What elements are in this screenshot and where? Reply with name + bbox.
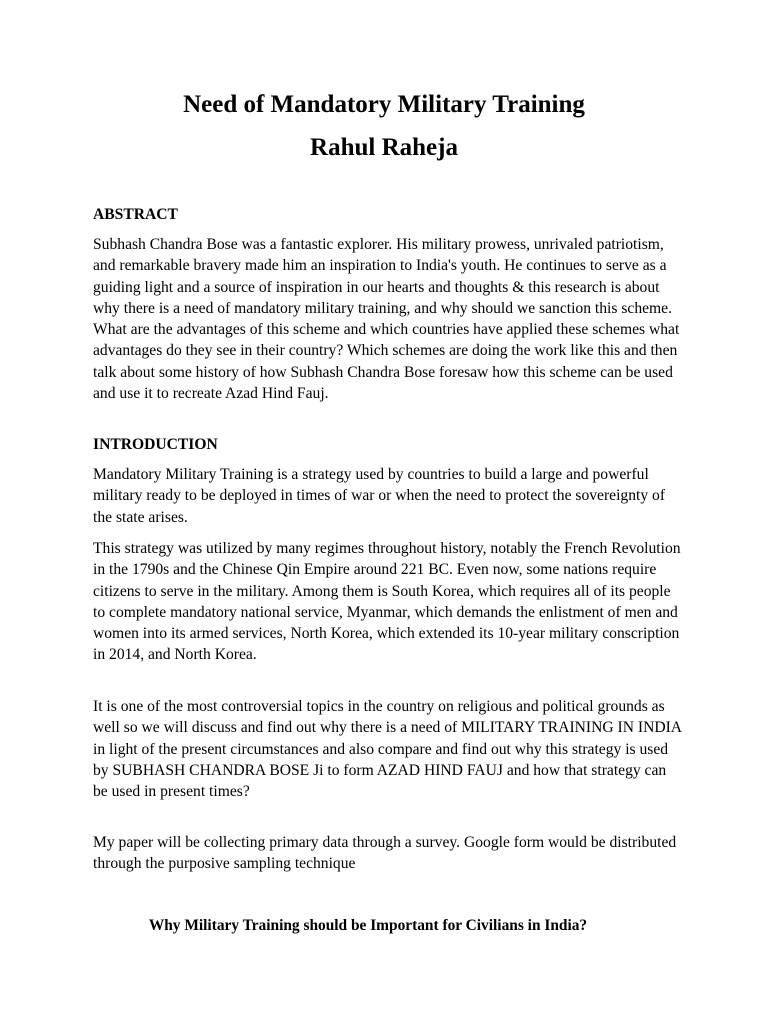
- abstract-paragraph: Subhash Chandra Bose was a fantastic explorer. His military prowess, unrivaled patriotism, and remarkable bravery made him an inspiration to India's youth. He continues to serve as a guiding light and a source of inspiration in our hearts and thoughts & this research is about why there is a need of mandatory military training, and why should we sanction this scheme. What are the advantages of this scheme and which countries have applied these schemes what advantages do they see in their country? Which schemes are doing the work like this and then talk about some history of how Subhash Chandra Bose foresaw how this scheme can be used and use it to recreate Azad Hind Fauj.: [93, 236, 680, 403]
- introduction-paragraph-3: It is one of the most controversial topics in the country on religious and political grounds as well so we will discuss and find out why there is a need of MILITARY TRAINING IN INDIA in light of the present circumstances and also compare and find out why this strategy is used by SUBHASH CHANDRA BOSE Ji to form AZAD HIND FAUJ and how that strategy can be used in present times?: [93, 698, 682, 801]
- abstract-heading: ABSTRACT: [93, 206, 178, 223]
- section-heading-military-training-importance: Why Military Training should be Important for Civilians in India?: [148, 917, 588, 934]
- introduction-paragraph-1: Mandatory Military Training is a strategy used by countries to build a large and powerful military ready to be deployed in times of war or when the need to protect the sovereignty of the state arises.: [93, 466, 666, 526]
- paper-author: Rahul Raheja: [310, 134, 458, 161]
- introduction-paragraph-4: My paper will be collecting primary data through a survey. Google form would be distributed through the purposive sampling technique: [93, 834, 677, 873]
- introduction-paragraph-2: This strategy was utilized by many regimes throughout history, notably the French Revolution in the 1790s and the Chinese Qin Empire around 221 BC. Even now, some nations require citizens to serve in the military. Among them is South Korea, which requires all of its people to complete mandatory national service, Myanmar, which demands the enlistment of men and women into its armed services, North Korea, which extended its 10-year military conscription in 2014, and North Korea.: [93, 540, 681, 664]
- paper-title: Need of Mandatory Military Training: [183, 91, 585, 118]
- introduction-heading: INTRODUCTION: [93, 436, 218, 453]
